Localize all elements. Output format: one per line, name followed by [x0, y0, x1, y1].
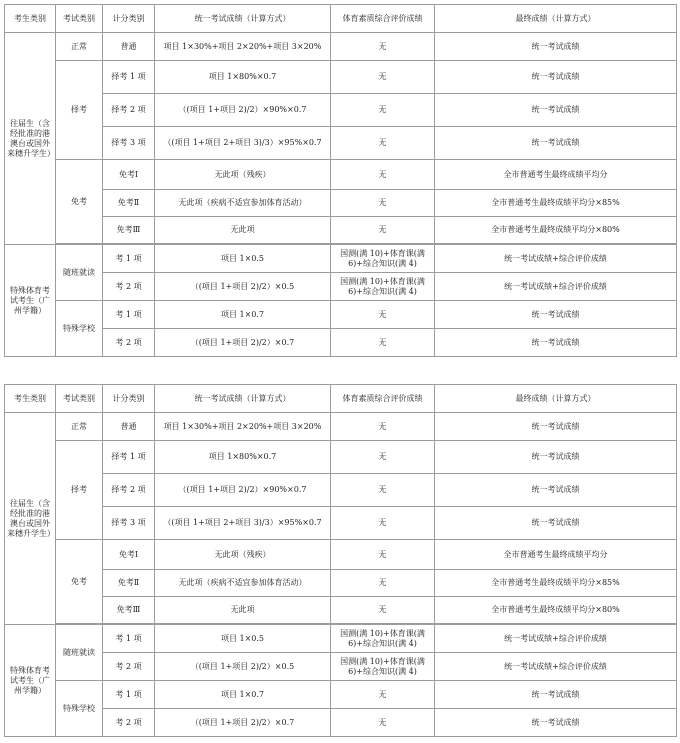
pe-cell: 无 — [331, 61, 435, 94]
score-table-2 — [4, 384, 677, 737]
pe-cell: 无 — [331, 160, 435, 190]
table-row — [5, 301, 677, 329]
item-cell: 考 1 项 — [103, 301, 155, 329]
unified-cell: 无此项 — [155, 597, 331, 624]
item-cell: 考 2 项 — [103, 653, 155, 681]
unified-cell: （(项目 1+项目 2)/2）×0.7 — [155, 329, 331, 357]
pe-cell: 无 — [331, 190, 435, 217]
exam-type-cell: 免考 — [56, 540, 103, 624]
final-cell: 全市普通考生最终成绩平均分×85% — [435, 570, 677, 597]
header-cell: 最终成绩（计算方式） — [435, 385, 677, 413]
table-row — [5, 273, 677, 301]
exam-type-cell: 正常 — [56, 33, 103, 61]
final-cell: 统一考试成绩 — [435, 441, 677, 474]
table-row — [5, 507, 677, 540]
pe-cell: 无 — [331, 301, 435, 329]
pe-cell: 无 — [331, 33, 435, 61]
unified-cell: （(项目 1+项目 2+项目 3)/3）×95%×0.7 — [155, 507, 331, 540]
unified-cell: 项目 1×80%×0.7 — [155, 441, 331, 474]
final-cell: 统一考试成绩 — [435, 474, 677, 507]
group-cell-special: 特殊体育考试考生（广州学籍） — [5, 245, 56, 357]
item-cell: 普通 — [103, 413, 155, 441]
exam-type-cell: 正常 — [56, 413, 103, 441]
item-cell: 免考Ⅰ — [103, 160, 155, 190]
unified-cell: 无此项（残疾） — [155, 540, 331, 570]
table-row — [5, 94, 677, 127]
item-cell: 择考 1 项 — [103, 61, 155, 94]
table-row — [5, 570, 677, 597]
table-row — [5, 127, 677, 160]
exam-type-cell: 择考 — [56, 441, 103, 540]
exam-type-cell: 择考 — [56, 61, 103, 160]
final-cell: 统一考试成绩 — [435, 413, 677, 441]
item-cell: 择考 1 项 — [103, 441, 155, 474]
final-cell: 统一考试成绩+综合评价成绩 — [435, 245, 677, 273]
item-cell: 免考Ⅱ — [103, 570, 155, 597]
header-cell: 计分类别 — [103, 5, 155, 33]
score-table-1 — [4, 4, 677, 357]
unified-cell: 无此项（疾病不适宜参加体育活动） — [155, 570, 331, 597]
final-cell: 统一考试成绩 — [435, 94, 677, 127]
table-row — [5, 413, 677, 441]
table-row — [5, 474, 677, 507]
item-cell: 考 2 项 — [103, 273, 155, 301]
item-cell: 普通 — [103, 33, 155, 61]
table-row — [5, 709, 677, 737]
table-row — [5, 625, 677, 653]
item-cell: 免考Ⅰ — [103, 540, 155, 570]
exam-type-cell: 特殊学校 — [56, 301, 103, 357]
header-cell: 体育素质综合评价成绩 — [331, 5, 435, 33]
header-cell: 考试类别 — [56, 385, 103, 413]
final-cell: 统一考试成绩 — [435, 507, 677, 540]
header-cell: 考生类别 — [5, 385, 56, 413]
table-row — [5, 160, 677, 190]
header-cell: 计分类别 — [103, 385, 155, 413]
unified-cell: 项目 1×30%+项目 2×20%+项目 3×20% — [155, 413, 331, 441]
pe-cell: 无 — [331, 127, 435, 160]
item-cell: 考 2 项 — [103, 709, 155, 737]
final-cell: 统一考试成绩 — [435, 329, 677, 357]
pe-cell: 国测(满 10)+体育课(满 6)+综合知识(满 4) — [331, 653, 435, 681]
item-cell: 免考Ⅲ — [103, 597, 155, 624]
header-row — [5, 385, 677, 413]
table-row — [5, 245, 677, 273]
pe-cell: 无 — [331, 540, 435, 570]
table-row — [5, 597, 677, 624]
pe-cell: 无 — [331, 329, 435, 357]
final-cell: 统一考试成绩 — [435, 127, 677, 160]
pe-cell: 无 — [331, 474, 435, 507]
header-cell: 考试类别 — [56, 5, 103, 33]
unified-cell: 项目 1×30%+项目 2×20%+项目 3×20% — [155, 33, 331, 61]
table-row — [5, 217, 677, 244]
item-cell: 考 1 项 — [103, 245, 155, 273]
header-row — [5, 5, 677, 33]
unified-cell: 项目 1×80%×0.7 — [155, 61, 331, 94]
final-cell: 全市普通考生最终成绩平均分×80% — [435, 217, 677, 244]
item-cell: 择考 2 项 — [103, 94, 155, 127]
pe-cell: 无 — [331, 709, 435, 737]
pe-cell: 无 — [331, 570, 435, 597]
item-cell: 免考Ⅱ — [103, 190, 155, 217]
final-cell: 统一考试成绩 — [435, 681, 677, 709]
table-row — [5, 653, 677, 681]
unified-cell: 无此项 — [155, 217, 331, 244]
pe-cell: 国测(满 10)+体育课(满 6)+综合知识(满 4) — [331, 245, 435, 273]
table-row — [5, 441, 677, 474]
unified-cell: 无此项（残疾） — [155, 160, 331, 190]
unified-cell: 项目 1×0.5 — [155, 625, 331, 653]
item-cell: 考 2 项 — [103, 329, 155, 357]
group-cell-past: 往届生（含经批准的港澳台或国外来穗升学生） — [5, 33, 56, 245]
pe-cell: 无 — [331, 507, 435, 540]
unified-cell: （(项目 1+项目 2)/2）×0.7 — [155, 709, 331, 737]
table-row — [5, 190, 677, 217]
item-cell: 免考Ⅲ — [103, 217, 155, 244]
pe-cell: 无 — [331, 94, 435, 127]
pe-cell: 国测(满 10)+体育课(满 6)+综合知识(满 4) — [331, 273, 435, 301]
final-cell: 全市普通考生最终成绩平均分 — [435, 160, 677, 190]
final-cell: 统一考试成绩+综合评价成绩 — [435, 273, 677, 301]
unified-cell: （(项目 1+项目 2)/2）×0.5 — [155, 273, 331, 301]
unified-cell: 项目 1×0.5 — [155, 245, 331, 273]
pe-cell: 国测(满 10)+体育课(满 6)+综合知识(满 4) — [331, 625, 435, 653]
group-cell-special: 特殊体育考试考生（广州学籍） — [5, 625, 56, 737]
header-cell: 考生类别 — [5, 5, 56, 33]
unified-cell: （(项目 1+项目 2)/2）×90%×0.7 — [155, 474, 331, 507]
header-cell: 统一考试成绩（计算方式） — [155, 385, 331, 413]
exam-type-cell: 随班就读 — [56, 625, 103, 681]
final-cell: 统一考试成绩 — [435, 301, 677, 329]
header-cell: 体育素质综合评价成绩 — [331, 385, 435, 413]
item-cell: 考 1 项 — [103, 625, 155, 653]
unified-cell: （(项目 1+项目 2+项目 3)/3）×95%×0.7 — [155, 127, 331, 160]
group-cell-past: 往届生（含经批准的港澳台或国外来穗升学生） — [5, 413, 56, 625]
header-cell: 最终成绩（计算方式） — [435, 5, 677, 33]
pe-cell: 无 — [331, 217, 435, 244]
final-cell: 全市普通考生最终成绩平均分×85% — [435, 190, 677, 217]
unified-cell: 无此项（疾病不适宜参加体育活动） — [155, 190, 331, 217]
item-cell: 择考 3 项 — [103, 127, 155, 160]
item-cell: 考 1 项 — [103, 681, 155, 709]
exam-type-cell: 随班就读 — [56, 245, 103, 301]
header-cell: 统一考试成绩（计算方式） — [155, 5, 331, 33]
final-cell: 全市普通考生最终成绩平均分 — [435, 540, 677, 570]
table-row — [5, 681, 677, 709]
pe-cell: 无 — [331, 681, 435, 709]
table-row — [5, 329, 677, 357]
table-row — [5, 540, 677, 570]
item-cell: 择考 3 项 — [103, 507, 155, 540]
pe-cell: 无 — [331, 597, 435, 624]
final-cell: 全市普通考生最终成绩平均分×80% — [435, 597, 677, 624]
unified-cell: 项目 1×0.7 — [155, 681, 331, 709]
table-row — [5, 61, 677, 94]
final-cell: 统一考试成绩 — [435, 61, 677, 94]
final-cell: 统一考试成绩+综合评价成绩 — [435, 625, 677, 653]
unified-cell: （(项目 1+项目 2)/2）×90%×0.7 — [155, 94, 331, 127]
exam-type-cell: 免考 — [56, 160, 103, 244]
unified-cell: 项目 1×0.7 — [155, 301, 331, 329]
exam-type-cell: 特殊学校 — [56, 681, 103, 737]
pe-cell: 无 — [331, 441, 435, 474]
unified-cell: （(项目 1+项目 2)/2）×0.5 — [155, 653, 331, 681]
final-cell: 统一考试成绩 — [435, 33, 677, 61]
final-cell: 统一考试成绩+综合评价成绩 — [435, 653, 677, 681]
table-row — [5, 33, 677, 61]
item-cell: 择考 2 项 — [103, 474, 155, 507]
pe-cell: 无 — [331, 413, 435, 441]
final-cell: 统一考试成绩 — [435, 709, 677, 737]
